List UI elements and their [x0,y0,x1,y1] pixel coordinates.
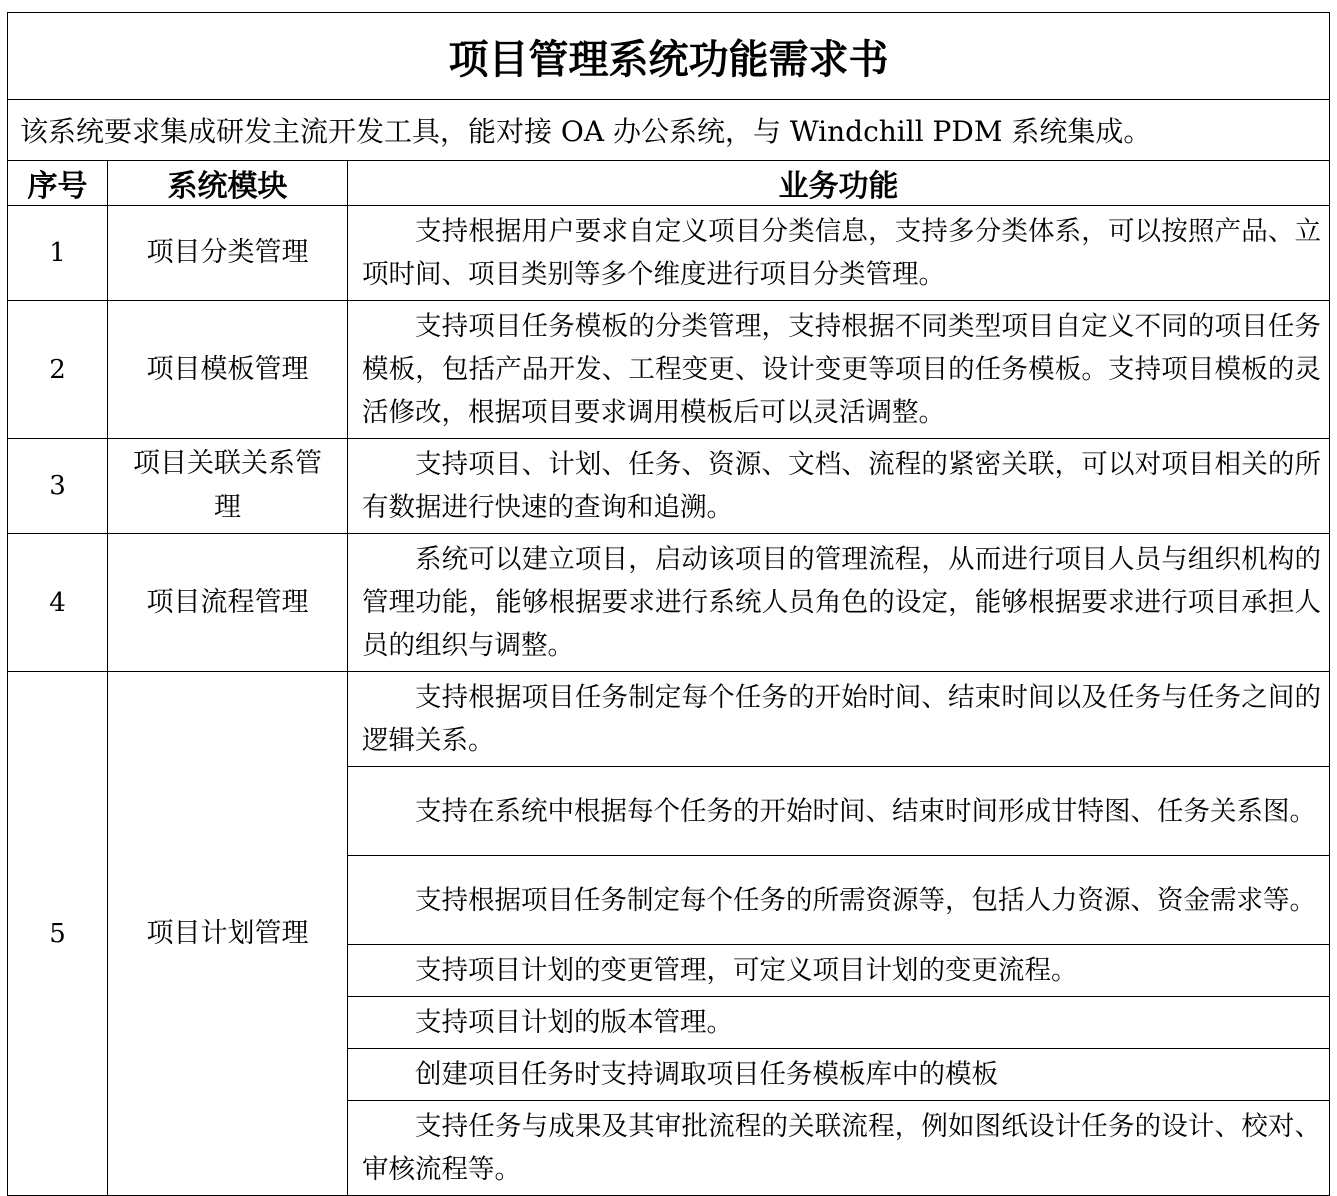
document-title: 项目管理系统功能需求书 [8,13,1330,100]
row-function: 支持根据项目任务制定每个任务的开始时间、结束时间以及任务与任务之间的逻辑关系。 [348,672,1330,767]
row-module: 项目模板管理 [108,301,348,439]
row-function: 支持项目、计划、任务、资源、文档、流程的紧密关联，可以对项目相关的所有数据进行快速的查询和追溯。 [348,439,1330,534]
table-row [8,672,1330,767]
table-header-row [8,161,1330,206]
row-num: 2 [8,301,108,439]
requirements-table [7,12,1330,1196]
row-function: 支持在系统中根据每个任务的开始时间、结束时间形成甘特图、任务关系图。 [348,767,1330,856]
table-row [8,534,1330,672]
row-module: 项目计划管理 [108,672,348,1196]
row-module: 项目分类管理 [108,206,348,301]
table-row [8,301,1330,439]
row-num: 4 [8,534,108,672]
row-num: 1 [8,206,108,301]
row-function: 创建项目任务时支持调取项目任务模板库中的模板 [348,1049,1330,1101]
row-function: 支持任务与成果及其审批流程的关联流程，例如图纸设计任务的设计、校对、审核流程等。 [348,1101,1330,1196]
row-function: 支持根据用户要求自定义项目分类信息，支持多分类体系，可以按照产品、立项时间、项目类别等多个维度进行项目分类管理。 [348,206,1330,301]
row-function: 支持项目计划的版本管理。 [348,997,1330,1049]
header-module: 系统模块 [108,161,348,206]
row-num: 5 [8,672,108,1196]
header-function: 业务功能 [348,161,1330,206]
row-num: 3 [8,439,108,534]
intro-text: 该系统要求集成研发主流开发工具，能对接 OA 办公系统，与 Windchill PDM 系统集成。 [8,100,1330,161]
header-num: 序号 [8,161,108,206]
table-row [8,439,1330,534]
row-module: 项目关联关系管理 [108,439,348,534]
row-module: 项目流程管理 [108,534,348,672]
row-function: 系统可以建立项目，启动该项目的管理流程，从而进行项目人员与组织机构的管理功能，能够根据要求进行系统人员角色的设定，能够根据要求进行项目承担人员的组织与调整。 [348,534,1330,672]
row-function: 支持项目任务模板的分类管理，支持根据不同类型项目自定义不同的项目任务模板，包括产品开发、工程变更、设计变更等项目的任务模板。支持项目模板的灵活修改，根据项目要求调用模板后可以灵活调整。 [348,301,1330,439]
row-function: 支持根据项目任务制定每个任务的所需资源等，包括人力资源、资金需求等。 [348,856,1330,945]
row-function: 支持项目计划的变更管理，可定义项目计划的变更流程。 [348,945,1330,997]
table-row [8,206,1330,301]
